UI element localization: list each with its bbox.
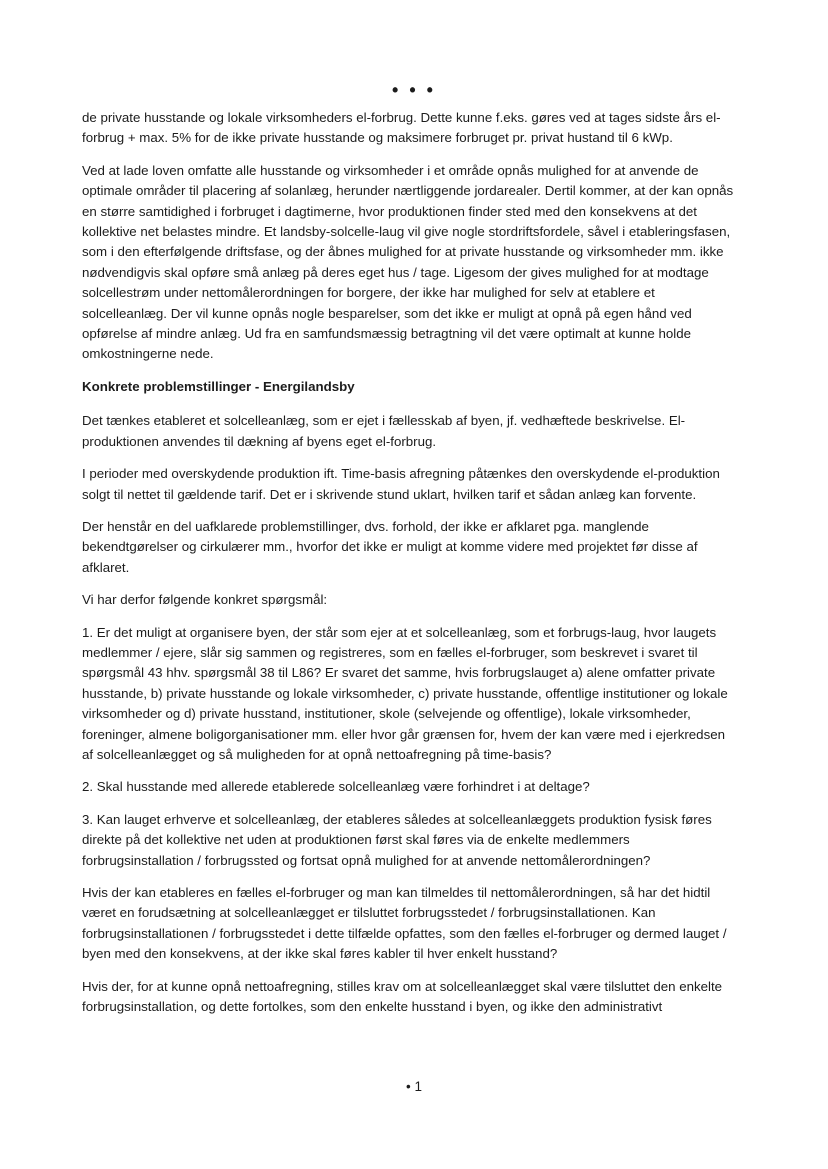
question-2: 2. Skal husstande med allerede etablerede solcelleanlæg være forhindret i at deltage?: [82, 779, 590, 795]
question-1: 1. Er det muligt at organisere byen, der står som ejer at et solcelleanlæg, som et forbrugs-laug, hvor laugets medlemmer / ejere, slår sig sammen og registreres, som en fælles el-forbruger, som beskrevet i svaret til spørgsmål 43 hhv. spørgsmål 38 til L86? Er svaret det samme, hvis forbrugslauget a) alene omfatter private husstande, b) private husstande og lokale virksomheder, c) private husstande, offentlige institutioner og lokale virksomheder og d) private husstand, institutioner, skole (selvejende og offentlige), lokale virksomheder, foreninger, almene boligorganisationer mm. eller hvor går grænsen for, hvem der kan være med i ejerkredsen af solcelleanlægget og så muligheden for at opnå nettoafregning på time-basis?: [82, 624, 728, 762]
document-body: [82, 108, 738, 1029]
paragraph: de private husstande og lokale virksomheders el-forbrug. Dette kunne f.eks. gøres ved at tages sidste års el-forbrug + max. 5% for de ikke private husstande og maksimere forbruget pr. privat hustand til 6 kWp.: [82, 110, 721, 146]
paragraph: Hvis der kan etableres en fælles el-forbruger og man kan tilmeldes til nettomålerordningen, så har det hidtil været en forudsætning at solcelleanlægget er tilsluttet forbrugsstedet / forbrugsinstallationen. Kan forbrugsinstallationen / forbrugsstedet i dette tilfælde opfattes, som den fælles el-forbruger og dermed lauget / byen med den konsekvens, at der ikke skal føres kabler til hver enkelt husstand?: [82, 885, 727, 962]
paragraph: Der henstår en del uafklarede problemstillinger, dvs. forhold, der ikke er afklaret pga. manglende bekendtgørelser og cirkulærer mm., hvorfor det ikke er muligt at komme videre med projektet før disse af afklaret.: [82, 518, 698, 575]
paragraph: Hvis der, for at kunne opnå nettoafregning, stilles krav om at solcelleanlægget skal være tilsluttet den enkelte forbrugsinstallation, og dette fortolkes, som den enkelte husstand i byen, og ikke den administrativt: [82, 978, 723, 1015]
question-3: 3. Kan lauget erhverve et solcelleanlæg, der etableres således at solcelleanlæggets produktion fysisk føres direkte på det kollektive net uden at produktionen først skal føres via de enkelte medlemmers forbrugsinstallation / forbrugssted og fortsat opnå mulighed for at anvende nettomålerordningen?: [82, 811, 712, 868]
paragraph: I perioder med overskydende produktion ift. Time-basis afregning påtænkes den overskydende el-produktion solgt til nettet til gældende tarif. Det er i skrivende stund uklart, hvilken tarif et sådan anlæg kan forvente.: [82, 466, 720, 502]
paragraph: Vi har derfor følgende konkret spørgsmål:: [82, 592, 328, 608]
section-heading: Konkrete problemstillinger - Energilandsby: [82, 378, 355, 394]
paragraph: Det tænkes etableret et solcelleanlæg, som er ejet i fællesskab af byen, jf. vedhæftede beskrivelse. El-produktionen anvendes til dækning af byens eget el-forbrug.: [82, 413, 686, 449]
paragraph: Ved at lade loven omfatte alle husstande og virksomheder i et område opnås mulighed for at anvende de optimale områder til placering af solanlæg, herunder nærtliggende jordarealer. Dertil kommer, at der kan opnås en større samtidighed i forbruget i dagtimerne, hvor produktionen finder sted med den konsekvens at det kollektive net belastes mindre. Et landsby-solcelle-laug vil give nogle stordriftsfordele, såvel i etableringsfasen, som i den efterfølgende driftsfase, og der åbnes mulighed for at private husstande og virksomheder mm. ikke nødvendigvis skal opføre små anlæg på deres eget hus / tage. Ligesom der gives mulighed for at modtage solcellestrøm under nettomålerordningen for borgere, der ikke har mulighed for selv at etablere et solcelleanlæg. Der vil kunne opnås nogle besparelser, som det ikke er muligt at opnå på egen hånd ved opførelse af mindre anlæg. Ud fra en samfundsmæssig betragtning vil det være optimalt at kunne holde omkostningerne nede.: [82, 162, 734, 362]
header-ellipsis: • • •: [392, 80, 436, 100]
page-number: • 1: [406, 1079, 422, 1094]
